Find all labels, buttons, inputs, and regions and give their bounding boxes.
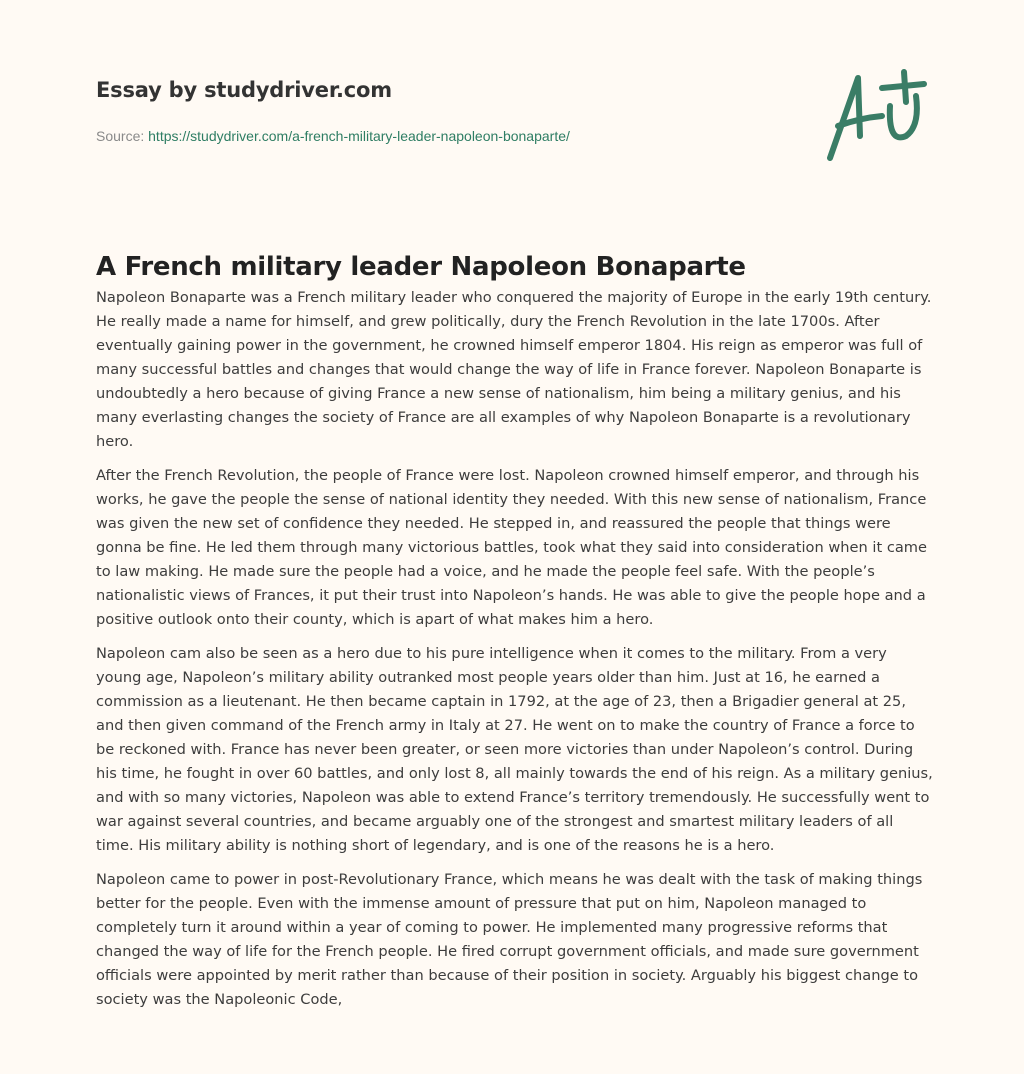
source-link[interactable]: https://studydriver.com/a-french-military-leader-napoleon-bonaparte/ [148,128,570,144]
paragraph: Napoleon cam also be seen as a hero due to his pure intelligence when it comes to the military. From a very young age, Napoleon’s military ability outranked most people years older than him. Just at 16, he earned a commission as a lieutenant. He then became captain in 1792, at the age of 23, then a Brigadier general at 25, and then given command of the French army in Italy at 27. He went on to make the country of France a force to be reckoned with. France has never been greater, or seen more victories than under Napoleon’s control. During his time, he fought in over 60 battles, and only lost 8, all mainly towards the end of his reign. As a military genius, and with so many victories, Napoleon was able to extend France’s territory tremendously. He successfully went to war against several countries, and became arguably one of the strongest and smartest military leaders of all time. His military ability is nothing short of legendary, and is one of the reasons he is a hero. [96,645,933,854]
source-label: Source: [96,128,145,144]
a-plus-logo [820,66,930,166]
paragraph: Napoleon came to power in post-Revolutionary France, which means he was dealt with the task of making things better for the people. Even with the immense amount of pressure that put on him, Napoleon managed to completely turn it around within a year of coming to power. He implemented many progressive reforms that changed the way of life for the French people. He fired corrupt government officials, and made sure government officials were appointed by merit rather than because of their position in society. Arguably his biggest change to society was the Napoleonic Code, [96,871,923,1008]
paragraph: Napoleon Bonaparte was a French military leader who conquered the majority of Europe in the early 19th century. He really made a name for himself, and grew politically, dury the French Revolution in the late 1700s. After eventually gaining power in the government, he crowned himself emperor 1804. His reign as emperor was full of many successful battles and changes that would change the way of life in France forever. Napoleon Bonaparte is undoubtedly a hero because of giving France a new sense of nationalism, him being a military genius, and his many everlasting changes the society of France are all examples of why Napoleon Bonaparte is a revolutionary hero. [96,289,932,450]
essay-header [96,78,570,144]
essay-title: A French military leader Napoleon Bonaparte [96,252,746,282]
site-title: Essay by studydriver.com [96,78,392,102]
paragraph: After the French Revolution, the people of France were lost. Napoleon crowned himself emperor, and through his works, he gave the people the sense of national identity they needed. With this new sense of nationalism, France was given the new set of confidence they needed. He stepped in, and reassured the people that things were gonna be fine. He led them through many victorious battles, took what they said into consideration when it came to law making. He made sure the people had a voice, and he made the people feel safe. With the people’s nationalistic views of Frances, it put their trust into Napoleon’s hands. He was able to give the people hope and a positive outlook onto their county, which is apart of what makes him a hero. [96,467,928,628]
essay-body [96,286,934,1022]
source-line [96,128,570,144]
